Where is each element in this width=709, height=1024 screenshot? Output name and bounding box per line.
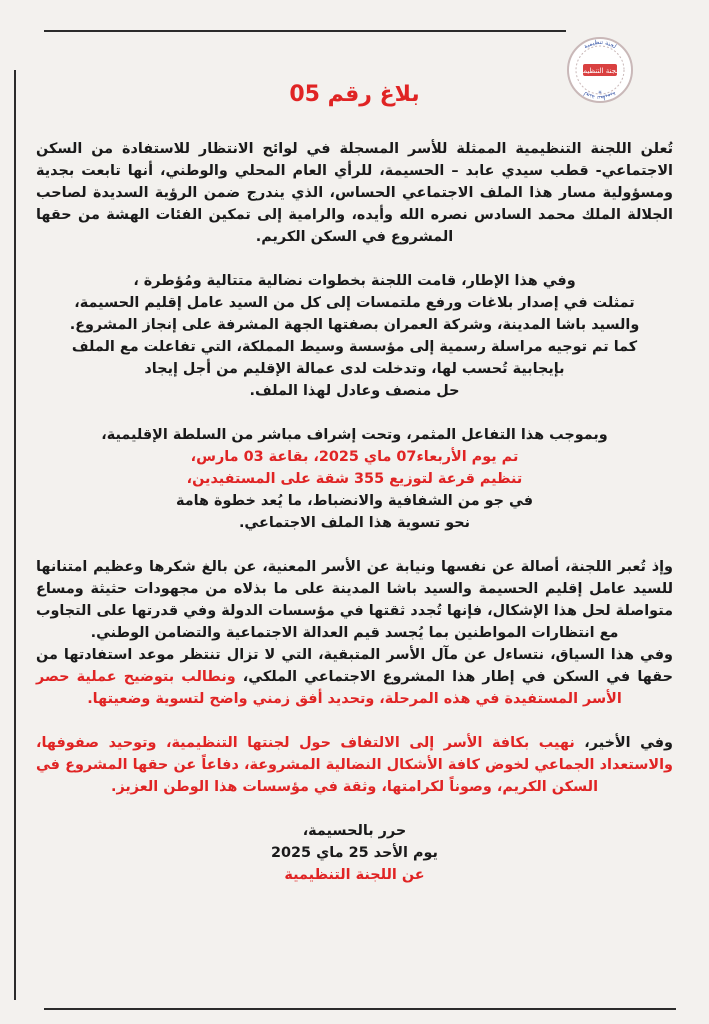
paragraph-lottery [36,424,673,534]
statement-body [36,138,673,886]
closing-lead-text: وفي الأخير، [584,735,674,751]
date-line: يوم الأحد 25 ماي 2025 [271,845,438,861]
left-border-line [14,70,16,1000]
paragraph-actions-line: وفي هذا الإطار، قامت اللجنة بخطوات نضالية متتالية ومُؤطرة ، [133,273,576,289]
signature-block [36,820,673,886]
paragraph-thanks: وإذ تُعبر اللجنة، أصالة عن نفسها ونيابة عن الأسر المعنية، عن بالغ شكرها وعظيم امتنانها للسيد عامل إقليم الحسيمة والسيد باشا المدينة على ما بذلاه من مجهودات حثيثة ومساع متواصلة لحل هذا الإشكال، فإنها تُجدد ثقتها في مؤسسات الدولة وفي قدرتها على التجاوب مع انتظارات المواطنين بما يُجسد قيم العدالة الاجتماعية والتضامن الوطني. [36,559,673,641]
signature-line: عن اللجنة التنظيمية [284,867,425,883]
lottery-apartments-line: تنظيم قرعة لتوزيع 355 شقة على المستفيدين، [186,471,523,487]
paragraph-intro: تُعلن اللجنة التنظيمية الممثلة للأسر المسجلة في لوائح الانتظار للاستفادة من السكن الاجتماعي- قطب سيدي عابد – الحسيمة، للرأي العام المحلي والوطني، أنها تابعت بجدية ومسؤولية مسار هذا الملف الاجتماعي الحساس، الذي يندرج ضمن الرؤية السديدة لصاحب الجلالة الملك محمد السادس نصره الله وأيده، والرامية إلى تمكين الفئات الهشة من حقها المشروع في السكن الكريم. [36,141,673,245]
lottery-date-line: تم يوم الأربعاء07 ماي 2025، بقاعة 03 مارس، [190,449,519,465]
lottery-line: في جو من الشفافية والانضباط، ما يُعد خطوة هامة [175,493,534,509]
closing-call-text: نهيب بكافة الأسر إلى الالتفاف حول لجنتها التنظيمية، وتوحيد صفوفها، والاستعداد الجماعي لخوض كافة الأشكال النضالية المشروعة، دفاعاً عن حقها المشروع في السكن الكريم، وصوناً لكرامتها، وثقة في مؤسسات هذا الوطن العزيز. [36,735,673,795]
paragraph-closing [36,732,673,798]
paragraph-actions-line: والسيد باشا المدينة، وشركة العمران بصفتها الجهة المشرفة على إنجاز المشروع. [69,317,640,333]
paragraph-actions-line: تمثلت في إصدار بلاغات ورفع ملتمسات إلى كل من السيد عامل إقليم الحسيمة، [74,295,635,311]
lottery-line: وبموجب هذا التفاعل المثمر، وتحت إشراف مباشر من السلطة الإقليمية، [101,427,608,443]
paragraph-actions [36,270,673,402]
top-border-line [44,30,566,32]
context-text: وفي هذا السياق، نتساءل عن مآل الأسر المتبقية، التي لا تزال تنتظر موعد استفادتها من حقها في السكن في إطار هذا المشروع الاجتماعي الملكي، [36,647,673,685]
page-title: بلاغ رقم 05 [289,82,420,107]
svg-text:لجنة تنظيمية: لجنة تنظيمية [582,38,618,51]
paragraph-context [36,644,673,710]
lottery-line: نحو تسوية هذا الملف الاجتماعي. [238,515,471,531]
svg-text:✳: ✳ [597,90,603,96]
paragraph-actions-line: حل منصف وعادل لهذا الملف. [249,383,460,399]
paragraph-actions-line: كما تم توجيه مراسلة رسمية إلى مؤسسة وسيط المملكة، التي تفاعلت مع الملف [71,339,638,355]
bottom-border-line [44,1008,676,1010]
context-demand-text: ونطالب بتوضيح عملية حصر الأسر المستفيدة في هذه المرحلة، وتحديد أفق زمني واضح لتسوية وضعيتها. [36,669,622,707]
paragraph-actions-line: بإيجابية تُحسب لها، وتدخلت لدى عمالة الإقليم من أجل إيجاد [144,361,565,377]
svg-text:لجنة تنظيمية: لجنة تنظيمية [582,89,618,102]
svg-text:اللجنة التنظيمية: اللجنة التنظيمية [577,67,623,75]
place-line: حرر بالحسيمة، [302,823,407,839]
